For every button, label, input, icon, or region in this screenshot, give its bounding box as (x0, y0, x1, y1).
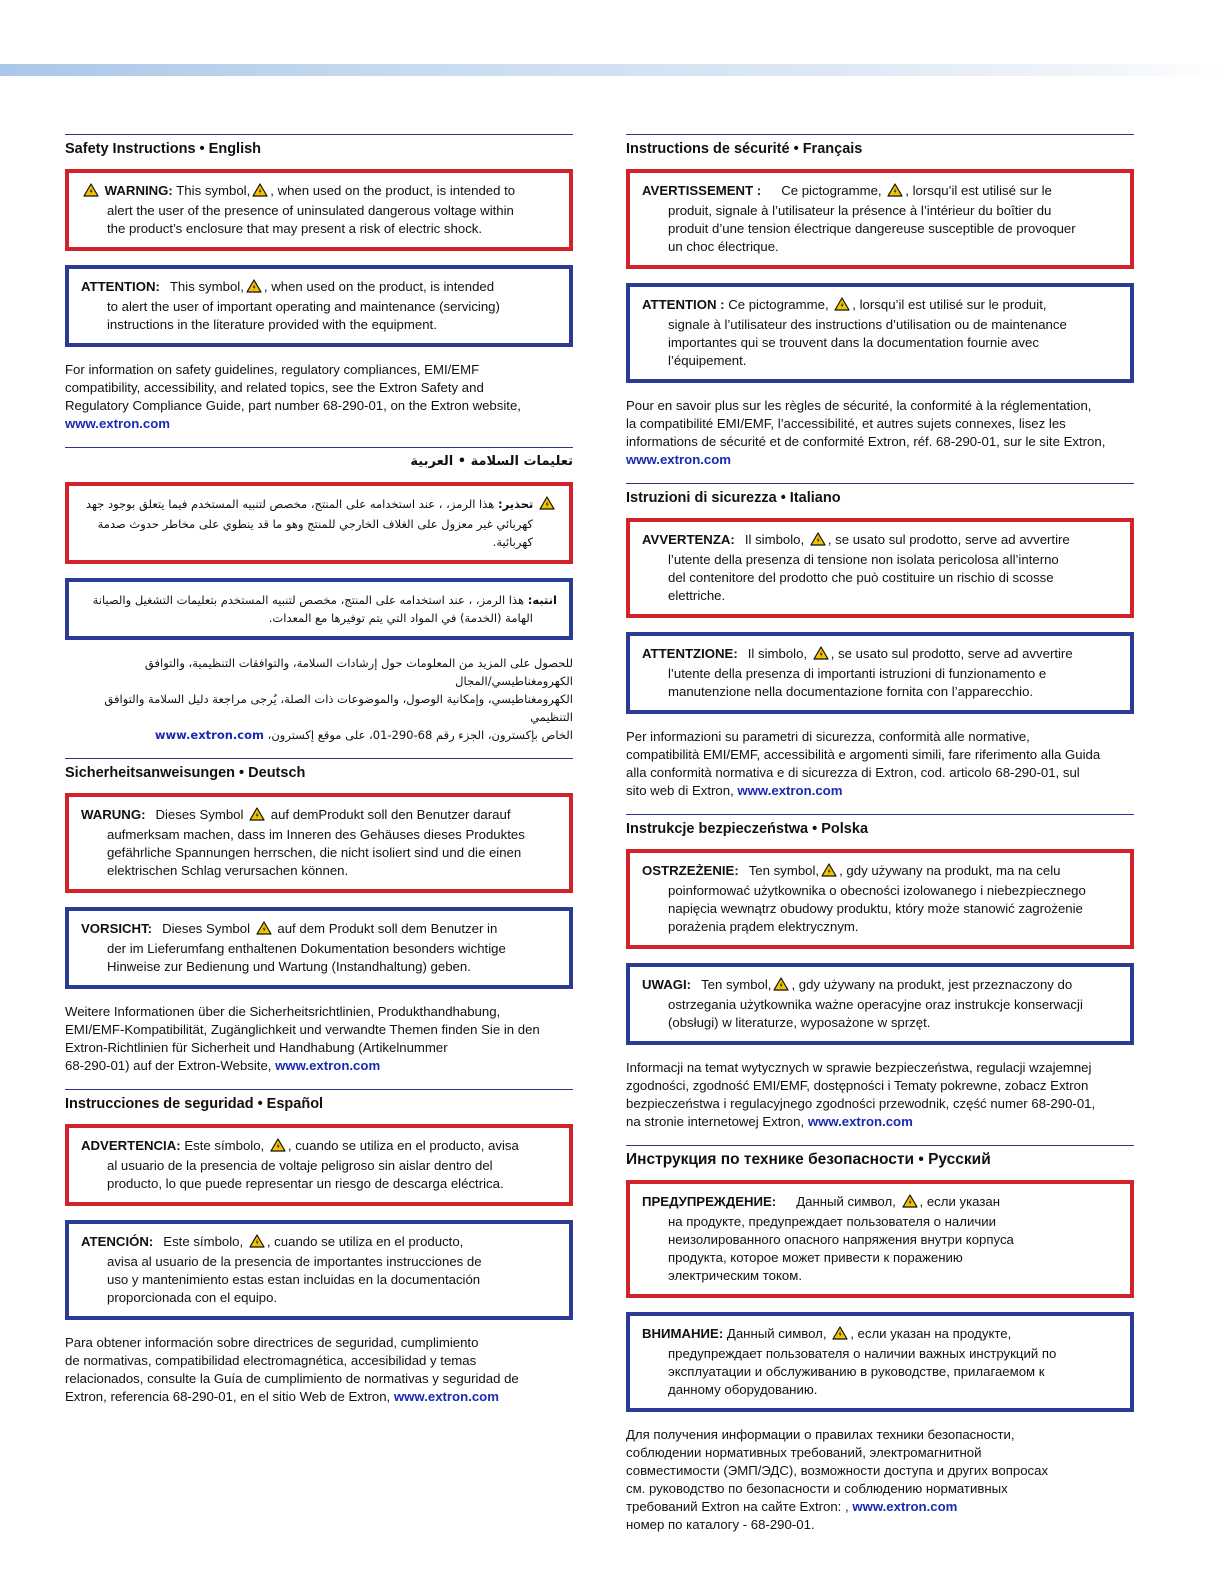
text-line: der im Lieferumfang enthaltenen Dokumentation besonders wichtige (107, 941, 506, 956)
text-line: هذا الرمز، ، عند استخدامه على المنتج، مخصص لتنبيه المستخدم فيما يتعلق بوجود جهد (85, 497, 495, 511)
left-column (65, 134, 573, 1420)
text-line: ADVERTENCIA: (81, 1138, 181, 1153)
text-line: napięcia wewnątrz obudowy produktu, który może stanowić zagrożenie (668, 901, 1083, 916)
text-line: электрическим током. (668, 1268, 802, 1283)
text-line: alert the user of the presence of uninsulated dangerous voltage within (107, 203, 514, 218)
warning-triangle-icon (249, 807, 265, 826)
section-arabic (65, 447, 573, 744)
attention-box (626, 963, 1134, 1045)
text-line: Regulatory Compliance Guide, part number 68-290-01, on the Extron website, (65, 398, 521, 413)
attention-box (626, 632, 1134, 714)
extron-link[interactable]: www.extron.com (852, 1499, 958, 1514)
text-line: на продукте, предупреждает пользователя о наличии (668, 1214, 996, 1229)
text-line: bezpieczeństwa i regulacyjnego zgodności przewodnik, część numer 68-290-01, (626, 1096, 1096, 1111)
attention-box (65, 1220, 573, 1320)
text-line: Pour en savoir plus sur les règles de sécurité, la conformité à la réglementation, (626, 398, 1092, 413)
warning-box (626, 169, 1134, 269)
text-line: совместимости (ЭМП/ЭДС), возможности доступа и других вопросах (626, 1463, 1049, 1478)
text-line: Dieses Symbol (162, 921, 251, 936)
text-line: alla conformità normativa e di sicurezza di Extron, cod. articolo 68-290-01, sul (626, 765, 1080, 780)
text-line: , lorsqu’il est utilisé sur le produit, (852, 297, 1047, 312)
extron-link[interactable]: www.extron.com (626, 452, 732, 467)
text-line: , если указан (919, 1194, 1000, 1209)
text-line: (obsługi) w literaturze, wyposażone w sprzęt. (668, 1015, 931, 1030)
attention-box (626, 283, 1134, 383)
warning-triangle-icon (249, 1234, 265, 1253)
header-gradient-band (0, 64, 1224, 76)
warning-triangle-icon (810, 532, 826, 551)
info-paragraph (626, 1426, 1134, 1534)
text-line: produit, signale à l’utilisateur la présence à l’intérieur du boîtier du (668, 203, 1052, 218)
text-line: ПРЕДУПРЕЖДЕНИЕ: (642, 1194, 777, 1209)
text-line: For information on safety guidelines, regulatory compliances, EMI/EMF (65, 362, 480, 377)
warning-triangle-icon (256, 921, 272, 940)
section-title: Instrukcje bezpieczeństwa • Polska (626, 821, 869, 837)
text-line: importantes qui se trouvent dans la documentation fournie avec (668, 335, 1039, 350)
text-line: relacionados, consulte la Guía de cumplimiento de normativas y seguridad de (65, 1371, 519, 1386)
text-line: Para obtener información sobre directrices de seguridad, cumplimiento (65, 1335, 479, 1350)
text-line: l’équipement. (668, 353, 747, 368)
warning-triangle-icon (246, 279, 262, 298)
section-title: Instructions de sécurité • Français (626, 141, 863, 157)
text-line: del contenitore del prodotto che può costituire un rischio di scosse (668, 570, 1054, 585)
text-line: , se usato sul prodotto, serve ad avvertire (827, 532, 1070, 547)
text-line: UWAGI: (642, 977, 692, 992)
text-line: the product’s enclosure that may present a risk of electric shock. (107, 221, 483, 236)
text-line: produit d’une tension électrique dangereuse susceptible de provoquer (668, 221, 1076, 236)
text-line: Для получения информации о правилах техники безопасности, (626, 1427, 1015, 1442)
text-line: неизолированного опасного напряжения внутри корпуса (668, 1232, 1014, 1247)
text-line: انتبه: (527, 593, 557, 607)
warning-box (65, 169, 573, 251)
text-line: elektrischen Schlag verursachen können. (107, 863, 349, 878)
section-title: Safety Instructions • English (65, 141, 262, 157)
info-paragraph (626, 397, 1134, 469)
text-line: эксплуатации и обслуживанию в руководстве, прилагаемом к (668, 1364, 1045, 1379)
text-line: WARUNG: (81, 807, 146, 822)
warning-box (65, 1124, 573, 1206)
text-line: , cuando se utiliza en el producto, (266, 1234, 464, 1249)
text-line: , when used on the product, is intended (263, 279, 495, 294)
text-line: porażenia prądem elektrycznym. (668, 919, 859, 934)
info-paragraph (65, 1334, 573, 1406)
text-line: الخاص بإكسترون، الجزء رقم 68-290-01، على موقع إكسترون، (267, 728, 573, 742)
warning-triangle-icon (821, 863, 837, 882)
text-line: Este símbolo, (184, 1138, 265, 1153)
text-line: auf demProdukt soll den Benutzer darauf (270, 807, 511, 822)
warning-triangle-icon (773, 977, 789, 996)
text-line: Weitere Informationen über die Sicherheitsrichtlinien, Produkthandhabung, (65, 1004, 501, 1019)
text-line: требований Extron на сайте Extron: , (626, 1499, 849, 1514)
text-line: Ce pictogramme, (728, 297, 829, 312)
text-line: , lorsqu’il est utilisé sur le (905, 183, 1052, 198)
text-line: sito web di Extron, (626, 783, 734, 798)
warning-triangle-icon (832, 1326, 848, 1345)
warning-triangle-icon (539, 496, 555, 515)
text-line: Il simbolo, (744, 532, 805, 547)
section-deutsch (65, 758, 573, 1075)
text-line: la compatibilité EMI/EMF, l’accessibilité, et autres sujets connexes, lisez les (626, 416, 1066, 431)
text-line: zgodności, zgodność EMI/EMF, dostępności i Tematy pokrewne, zobacz Extron (626, 1078, 1089, 1093)
section-italiano (626, 483, 1134, 800)
section-espanol (65, 1089, 573, 1406)
extron-link[interactable]: www.extron.com (393, 1389, 499, 1404)
text-line: Il simbolo, (747, 646, 808, 661)
text-line: producto, lo que puede representar un riesgo de descarga eléctrica. (107, 1176, 504, 1191)
text-line: uso y mantenimiento estas estan incluidas en la documentación (107, 1272, 481, 1287)
warning-triangle-icon (252, 183, 268, 202)
text-line: للحصول على المزيد من المعلومات حول إرشادات السلامة، والتوافقات التنظيمية، والتوافق الكهرومغناطيسي/المجال (144, 656, 573, 688)
text-line: compatibility, accessibility, and related topics, see the Extron Safety and (65, 380, 484, 395)
text-line: ATTENTION : (642, 297, 725, 312)
text-line: VORSICHT: (81, 921, 153, 936)
extron-link[interactable]: www.extron.com (807, 1114, 913, 1129)
extron-link[interactable]: www.extron.com (65, 416, 171, 431)
warning-triangle-icon (270, 1138, 286, 1157)
warning-triangle-icon (813, 646, 829, 665)
right-column (626, 134, 1134, 1548)
warning-triangle-icon (834, 297, 850, 316)
text-line: EMI/EMF-Kompatibilität, Zugänglichkeit und verwandte Themen finden Sie in den (65, 1022, 540, 1037)
info-paragraph (65, 361, 573, 433)
warning-triangle-icon (887, 183, 903, 202)
text-line: Ten symbol, (701, 977, 772, 992)
section-title: Sicherheitsanweisungen • Deutsch (65, 765, 306, 781)
section-francais (626, 134, 1134, 469)
text-line: предупреждает пользователя о наличии важных инструкций по (668, 1346, 1057, 1361)
text-line: см. руководство по безопасности и соблюдению нормативных (626, 1481, 1008, 1496)
text-line: auf dem Produkt soll dem Benutzer in (277, 921, 498, 936)
text-line: تحذير: (498, 497, 534, 511)
text-line: , gdy używany na produkt, ma na celu (839, 863, 1061, 878)
text-line: Informacji na temat wytycznych w sprawie bezpieczeństwa, regulacji wzajemnej (626, 1060, 1092, 1075)
warning-box (65, 793, 573, 893)
text-line: Данный символ, (726, 1326, 827, 1341)
info-paragraph (626, 728, 1134, 800)
text-line: This symbol, (169, 279, 244, 294)
warning-box (65, 482, 573, 564)
text-line: , when used on the product, is intended to (270, 183, 516, 198)
text-line: номер по каталогу - 68-290-01. (626, 1517, 815, 1532)
text-line: gefährliche Spannungen herrschen, die nicht isoliert sind und die einen (107, 845, 522, 860)
text-line: na stronie internetowej Extron, (626, 1114, 805, 1129)
section-russian (626, 1145, 1134, 1534)
text-line: de normativas, compatibilidad electromagnética, accesibilidad y temas (65, 1353, 477, 1368)
text-line: l’utente della presenza di importanti istruzioni di funzionamento e (668, 666, 1047, 681)
text-line: Ce pictogramme, (781, 183, 882, 198)
text-line: данному оборудованию. (668, 1382, 818, 1397)
text-line: to alert the user of important operating and maintenance (servicing) (107, 299, 500, 314)
warning-box (626, 849, 1134, 949)
text-line: informations de sécurité et de conformité Extron, réf. 68-290-01, sur le site Extron, (626, 434, 1106, 449)
text-line: كهربائية. (492, 535, 533, 549)
text-line: aufmerksam machen, dass im Inneren des Gehäuses dieses Produktes (107, 827, 525, 842)
text-line: un choc électrique. (668, 239, 779, 254)
section-title: Инструкция по технике безопасности • Русский (626, 1151, 991, 1168)
text-line: manutenzione nella documentazione fornita con l’apparecchio. (668, 684, 1034, 699)
text-line: Ten symbol, (748, 863, 820, 878)
text-line: , se usato sul prodotto, serve ad avvertire (830, 646, 1073, 661)
info-paragraph (65, 1003, 573, 1075)
text-line: Dieses Symbol (155, 807, 244, 822)
text-line: , если указан на продукте, (850, 1326, 1012, 1341)
text-line: ostrzegania użytkownika ważne operacyjne oraz instrukcje konserwacji (668, 997, 1083, 1012)
section-title: تعليمات السلامة • العربية (410, 454, 573, 469)
text-line: продукта, которое может привести к поражению (668, 1250, 963, 1265)
text-line: الهامة (الخدمة) في المواد التي يتم توفيرها مع المعدات. (268, 611, 533, 625)
text-line: Extron, referencia 68-290-01, en el sitio Web de Extron, (65, 1389, 391, 1404)
text-line: , cuando se utiliza en el producto, avisa (287, 1138, 519, 1153)
text-line: 68-290-01) auf der Extron-Website, (65, 1058, 272, 1073)
warning-triangle-icon (83, 183, 99, 202)
attention-box (65, 578, 573, 640)
section-title: Istruzioni di sicurezza • Italiano (626, 490, 841, 506)
text-line: Extron-Richtlinien für Sicherheit und Handhabung (Artikelnummer (65, 1040, 448, 1055)
text-line: WARNING: (104, 183, 173, 198)
text-line: ATTENTION: (81, 279, 160, 294)
text-line: OSTRZEŻENIE: (642, 863, 739, 878)
text-line: الكهرومغناطيسي، وإمكانية الوصول، والموضوعات ذات الصلة، يُرجى مراجعة دليل السلامة والتوافق التنظيمي (104, 692, 573, 724)
text-line: Este símbolo, (163, 1234, 244, 1249)
text-line: ATTENTZIONE: (642, 646, 738, 661)
attention-box (65, 907, 573, 989)
text-line: ВНИМАНИЕ: (642, 1326, 724, 1341)
extron-link[interactable]: www.extron.com (275, 1058, 381, 1073)
text-line: instructions in the literature provided with the equipment. (107, 317, 437, 332)
info-paragraph (65, 654, 573, 744)
text-line: l’utente della presenza di tensione non isolata pericolosa all’interno (668, 552, 1059, 567)
attention-box (626, 1312, 1134, 1412)
text-line: هذا الرمز، ، عند استخدامه على المنتج، مخصص لتنبيه المستخدم بتعليمات التشغيل والصيانة (92, 593, 525, 607)
text-line: соблюдении нормативных требований, электромагнитной (626, 1445, 982, 1460)
warning-box (626, 518, 1134, 618)
text-line: AVVERTENZA: (642, 532, 735, 547)
warning-box (626, 1180, 1134, 1298)
text-line: elettriche. (668, 588, 726, 603)
extron-link[interactable]: www.extron.com (154, 728, 264, 742)
warning-triangle-icon (902, 1194, 918, 1213)
text-line: avisa al usuario de la presencia de importantes instrucciones de (107, 1254, 482, 1269)
text-line: This symbol, (176, 183, 251, 198)
extron-link[interactable]: www.extron.com (737, 783, 843, 798)
section-polska (626, 814, 1134, 1131)
text-line: proporcionada con el equipo. (107, 1290, 278, 1305)
text-line: signale à l’utilisateur des instructions d’utilisation ou de maintenance (668, 317, 1067, 332)
attention-box (65, 265, 573, 347)
text-line: AVERTISSEMENT : (642, 183, 762, 198)
text-line: Данный символ, (796, 1194, 896, 1209)
section-title: Instrucciones de seguridad • Español (65, 1096, 324, 1112)
text-line: al usuario de la presencia de voltaje peligroso sin aislar dentro del (107, 1158, 493, 1173)
text-line: , gdy używany na produkt, jest przeznaczony do (791, 977, 1073, 992)
section-english (65, 134, 573, 433)
text-line: poinformować użytkownika o obecności izolowanego i niebezpiecznego (668, 883, 1086, 898)
text-line: كهربائي غير معزول على الغلاف الخارجي للمنتج وهو ما قد ينطوي على مخاطر حدوث صدمة (97, 517, 533, 531)
text-line: ATENCIÓN: (81, 1234, 154, 1249)
text-line: Per informazioni su parametri di sicurezza, conformità alle normative, (626, 729, 1030, 744)
text-line: Hinweise zur Bedienung und Wartung (Instandhaltung) geben. (107, 959, 471, 974)
info-paragraph (626, 1059, 1134, 1131)
text-line: compatibilità EMI/EMF, accessibilità e argomenti simili, fare riferimento alla Guida (626, 747, 1101, 762)
